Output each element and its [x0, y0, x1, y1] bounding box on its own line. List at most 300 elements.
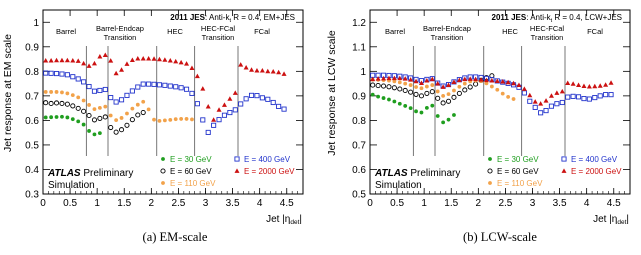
data-point — [452, 95, 456, 99]
data-point — [130, 57, 135, 62]
region-label-transition-2: Transition — [530, 33, 564, 42]
y-tick-label: 0.8 — [25, 66, 39, 78]
data-point — [65, 102, 69, 106]
data-point — [49, 58, 54, 63]
data-point — [414, 109, 418, 113]
data-point — [147, 82, 151, 86]
data-point — [120, 116, 124, 120]
data-point — [152, 56, 157, 61]
data-point — [65, 92, 69, 96]
simulation-label: Simulation — [375, 180, 422, 191]
data-point — [436, 114, 440, 118]
x-tick-label: 3 — [202, 198, 209, 209]
data-point — [119, 67, 124, 72]
caption-left: (a) EM-scale — [142, 230, 208, 244]
x-tick-label: 2 — [475, 198, 482, 209]
data-point — [135, 56, 140, 61]
data-point — [609, 93, 613, 97]
data-point — [581, 83, 586, 88]
data-point — [114, 71, 119, 76]
y-tick-label: 0.4 — [25, 164, 39, 176]
data-point — [130, 107, 134, 111]
data-point — [260, 96, 264, 100]
data-point — [76, 119, 80, 123]
data-point — [414, 92, 418, 96]
data-point — [54, 101, 58, 105]
data-point — [93, 132, 97, 136]
data-point — [76, 77, 80, 81]
data-point — [206, 104, 211, 109]
data-point — [265, 69, 270, 74]
data-point — [55, 115, 59, 119]
y-axis-label: Jet response at LCW scale — [326, 30, 338, 156]
data-point — [593, 95, 597, 99]
x-tick-label: 2 — [148, 198, 155, 209]
data-point — [403, 104, 407, 108]
data-point — [168, 84, 172, 88]
x-tick-label: 0.5 — [63, 198, 78, 209]
data-point — [452, 89, 456, 93]
data-point — [55, 90, 59, 94]
data-point — [376, 95, 380, 99]
legend-marker — [488, 157, 492, 161]
data-point — [71, 93, 75, 97]
data-point — [174, 85, 178, 89]
data-point — [538, 101, 543, 106]
data-point — [103, 53, 108, 58]
region-label-transition-2: Transition — [201, 33, 235, 42]
data-point — [119, 128, 123, 132]
data-point — [582, 96, 586, 100]
data-point — [103, 87, 107, 91]
data-point — [527, 93, 532, 98]
data-point — [157, 83, 161, 87]
data-point — [516, 82, 521, 87]
data-point — [420, 111, 424, 115]
data-point — [82, 80, 86, 84]
y-tick-label: 0.7 — [352, 140, 366, 152]
data-point — [555, 102, 559, 106]
data-point — [125, 112, 129, 116]
data-point — [49, 90, 53, 94]
data-point — [255, 94, 259, 98]
data-point — [43, 58, 48, 63]
data-point — [398, 87, 402, 91]
simulation-label: Simulation — [48, 180, 95, 191]
data-point — [587, 84, 592, 89]
data-point — [587, 97, 591, 101]
y-tick-label: 1.2 — [352, 17, 366, 29]
data-point — [276, 70, 281, 75]
data-point — [409, 90, 413, 94]
data-point — [98, 116, 102, 120]
data-point — [592, 84, 597, 89]
data-point — [501, 92, 505, 96]
x-tick-label: 0 — [367, 198, 373, 209]
data-point — [436, 96, 440, 100]
data-point — [124, 61, 129, 66]
legend-marker — [235, 168, 240, 173]
data-point — [222, 113, 226, 117]
data-point — [571, 94, 575, 98]
data-point — [49, 101, 53, 105]
data-point — [206, 130, 210, 134]
data-point — [184, 61, 189, 66]
data-point — [414, 85, 418, 89]
data-point — [162, 57, 167, 62]
data-point — [114, 130, 118, 134]
data-point — [533, 105, 537, 109]
legend-marker — [161, 169, 165, 173]
y-tick-label: 0.9 — [352, 91, 366, 103]
data-point — [54, 58, 59, 63]
data-point — [609, 80, 614, 85]
data-point — [168, 118, 172, 122]
data-point — [200, 86, 205, 91]
data-point — [59, 58, 64, 63]
data-point — [65, 73, 69, 77]
data-point — [549, 104, 553, 108]
x-tick-label: 1 — [94, 198, 100, 209]
data-point — [87, 129, 91, 133]
data-point — [44, 116, 48, 120]
data-point — [173, 59, 178, 64]
data-point — [157, 57, 162, 62]
legend-marker — [235, 157, 239, 161]
chart-header: 2011 JES: Anti-$k_t$ R = 0.4, LCW+JES — [491, 13, 622, 24]
data-point — [211, 117, 216, 122]
y-tick-label: 0.6 — [352, 164, 366, 176]
detector-region-labels — [385, 24, 603, 42]
em-scale-chart — [2, 10, 303, 226]
region-label-barrel: Barrel — [384, 27, 406, 36]
atlas-label: ATLAS Preliminary — [48, 168, 134, 179]
legend-marker — [488, 181, 492, 185]
data-point — [168, 58, 173, 63]
data-point — [447, 92, 451, 96]
caption-right: (b) LCW-scale — [463, 230, 537, 244]
data-point — [447, 118, 451, 122]
data-point — [506, 95, 510, 99]
data-point — [44, 101, 48, 105]
data-point — [544, 108, 548, 112]
data-point — [81, 61, 86, 66]
data-point — [217, 118, 221, 122]
legend-label-30gev: E = 30 GeV — [497, 155, 539, 164]
data-point — [141, 100, 145, 104]
data-point — [71, 104, 75, 108]
data-point — [152, 82, 156, 86]
data-point — [60, 72, 64, 76]
data-point — [163, 119, 167, 123]
data-point — [277, 104, 281, 108]
data-point — [60, 115, 64, 119]
data-point — [179, 117, 183, 121]
region-label-hec-fcal: HEC-FCal — [529, 24, 565, 33]
data-point — [271, 100, 275, 104]
y-tick-label: 1.1 — [352, 42, 366, 54]
data-point — [565, 81, 570, 86]
data-point — [82, 99, 86, 103]
legend-label-60gev: E = 60 GeV — [170, 167, 212, 176]
series-e-400-gev — [44, 71, 287, 135]
legend-label-2000gev: E = 2000 GeV — [571, 167, 622, 176]
y-tick-label: 0.5 — [352, 189, 366, 201]
y-tick-label: 0.7 — [25, 91, 39, 103]
data-point — [398, 80, 402, 84]
data-point — [114, 118, 118, 122]
region-label-fcal: FCal — [254, 27, 270, 36]
data-point — [233, 90, 238, 95]
data-point — [522, 91, 526, 95]
data-point — [392, 100, 396, 104]
data-point — [282, 71, 287, 76]
data-point — [244, 65, 249, 70]
data-point — [371, 93, 375, 97]
y-tick-label: 0.6 — [25, 115, 39, 127]
data-point — [463, 88, 467, 92]
data-point — [249, 67, 254, 72]
data-point — [109, 125, 113, 129]
data-point — [254, 68, 259, 73]
data-point — [76, 58, 81, 63]
data-point — [44, 90, 48, 94]
data-point — [441, 94, 445, 98]
x-tick-label: 1 — [421, 198, 427, 209]
data-point — [147, 107, 151, 111]
data-point — [87, 103, 91, 107]
data-point — [392, 86, 396, 90]
data-point — [441, 101, 445, 105]
data-point — [201, 118, 205, 122]
data-point — [49, 115, 53, 119]
legend-label-400gev: E = 400 GeV — [571, 155, 618, 164]
data-point — [430, 104, 434, 108]
data-point — [554, 90, 559, 95]
data-point — [227, 96, 232, 100]
data-point — [174, 117, 178, 121]
data-point — [97, 54, 102, 59]
data-point — [65, 58, 70, 63]
legend-marker — [161, 181, 165, 185]
data-point — [381, 84, 385, 88]
data-point — [222, 102, 227, 107]
data-point — [603, 82, 608, 87]
data-point — [195, 102, 199, 106]
legend-marker — [488, 169, 492, 173]
region-label-fcal: FCal — [587, 27, 603, 36]
data-point — [238, 62, 243, 67]
data-point — [141, 82, 145, 86]
data-point — [560, 100, 564, 104]
data-point — [376, 83, 380, 87]
x-tick-label: 0 — [40, 198, 46, 209]
data-point — [490, 85, 494, 89]
data-point — [49, 71, 53, 75]
data-point — [419, 94, 423, 98]
data-point — [141, 56, 146, 61]
data-point — [158, 119, 162, 123]
data-point — [576, 82, 581, 87]
data-point — [54, 71, 58, 75]
data-point — [136, 113, 140, 117]
data-point — [87, 63, 92, 68]
data-point — [189, 66, 194, 71]
data-point — [179, 86, 183, 90]
data-point — [539, 111, 543, 115]
legend-label-110gev: E = 110 GeV — [497, 179, 543, 188]
y-tick-label: 0.9 — [25, 42, 39, 54]
data-point — [185, 117, 189, 121]
data-point — [125, 123, 129, 127]
x-tick-label: 4 — [256, 198, 263, 209]
x-axis-label: Jet $|\eta_{det}|$ — [266, 214, 302, 226]
data-point — [436, 90, 440, 94]
legend-marker — [161, 157, 165, 161]
data-point — [282, 107, 286, 111]
data-point — [93, 107, 97, 111]
y-tick-label: 0.3 — [25, 189, 39, 201]
data-point — [452, 113, 456, 117]
data-point — [87, 84, 91, 88]
legend-label-400gev: E = 400 GeV — [244, 155, 291, 164]
region-label-hec: HEC — [502, 27, 518, 36]
data-point — [130, 89, 134, 93]
legend-label-110gev: E = 110 GeV — [170, 179, 216, 188]
data-point — [76, 106, 80, 110]
data-point — [549, 93, 554, 98]
data-point — [544, 98, 549, 103]
data-point — [82, 123, 86, 127]
legend-label-2000gev: E = 2000 GeV — [244, 167, 295, 176]
legend — [497, 155, 622, 188]
data-point — [571, 81, 576, 86]
data-point — [119, 98, 123, 102]
data-point — [566, 95, 570, 99]
data-point — [82, 109, 86, 113]
atlas-label: ATLAS Preliminary — [375, 168, 461, 179]
x-tick-label: 1.5 — [117, 198, 132, 209]
data-point — [430, 83, 434, 87]
data-point — [92, 118, 96, 122]
y-tick-label: 1 — [360, 66, 366, 78]
data-point — [152, 118, 156, 122]
data-point — [98, 131, 102, 135]
data-point — [576, 95, 580, 99]
legend — [170, 155, 295, 188]
data-point — [228, 110, 232, 114]
data-point — [71, 75, 75, 79]
data-point — [109, 95, 113, 99]
data-point — [217, 107, 222, 112]
data-point — [474, 82, 478, 86]
x-tick-label: 0.5 — [390, 198, 405, 209]
data-point — [468, 85, 472, 89]
data-point — [87, 113, 91, 117]
legend-label-30gev: E = 30 GeV — [170, 155, 212, 164]
data-point — [60, 91, 64, 95]
region-label-hec: HEC — [167, 27, 183, 36]
lcw-scale-chart — [326, 10, 630, 226]
data-point — [403, 82, 407, 86]
data-point — [463, 82, 467, 86]
data-point — [409, 83, 413, 87]
data-point — [184, 87, 188, 91]
x-tick-label: 2.5 — [498, 198, 513, 209]
data-point — [136, 103, 140, 107]
data-point — [233, 108, 237, 112]
data-point — [425, 106, 429, 110]
data-point — [425, 85, 429, 89]
data-point — [271, 69, 276, 74]
x-tick-label: 4.5 — [279, 198, 294, 209]
x-tick-label: 2.5 — [171, 198, 186, 209]
data-point — [114, 100, 118, 104]
data-point — [604, 93, 608, 97]
data-point — [136, 85, 140, 89]
data-point — [60, 101, 64, 105]
region-label-transition: Transition — [430, 33, 464, 42]
data-point — [403, 88, 407, 92]
data-point — [387, 98, 391, 102]
x-axis-label: Jet $|\eta_{det}|$ — [593, 214, 629, 226]
data-point — [163, 83, 167, 87]
x-tick-label: 4.5 — [606, 198, 621, 209]
data-point — [560, 89, 565, 94]
data-point — [430, 90, 434, 94]
x-tick-label: 3 — [529, 198, 536, 209]
data-point — [125, 93, 129, 97]
data-point — [409, 106, 413, 110]
data-point — [249, 93, 253, 97]
data-point — [141, 110, 145, 114]
data-point — [98, 106, 102, 110]
data-point — [212, 123, 216, 127]
data-point — [382, 96, 386, 100]
legend-marker — [562, 157, 566, 161]
legend-label-60gev: E = 60 GeV — [497, 167, 539, 176]
data-point — [92, 61, 97, 66]
data-point — [441, 120, 445, 124]
data-point — [71, 117, 75, 121]
region-label-transition: Transition — [103, 33, 137, 42]
x-tick-label: 3.5 — [552, 198, 567, 209]
data-point — [387, 85, 391, 89]
data-point — [457, 85, 461, 89]
region-label-hec-fcal: HEC-FCal — [200, 24, 236, 33]
x-tick-label: 4 — [583, 198, 590, 209]
region-label-barrel: Barrel — [55, 27, 77, 36]
data-point — [195, 74, 200, 79]
detector-region-labels — [56, 24, 270, 42]
data-point — [495, 88, 499, 92]
series-e-60-gev — [44, 101, 146, 135]
data-point — [260, 68, 265, 73]
data-point — [598, 83, 603, 88]
data-point — [446, 99, 450, 103]
data-point — [190, 91, 194, 95]
data-point — [103, 105, 107, 109]
data-point — [420, 86, 424, 90]
chart-header: 2011 JES: Anti-$k_t$ R = 0.4, EM+JES — [170, 13, 295, 24]
data-point — [130, 118, 134, 122]
data-point — [425, 91, 429, 95]
data-point — [98, 88, 102, 92]
data-point — [108, 58, 113, 63]
data-point — [371, 83, 375, 87]
data-point — [239, 102, 243, 106]
data-point — [70, 58, 75, 63]
